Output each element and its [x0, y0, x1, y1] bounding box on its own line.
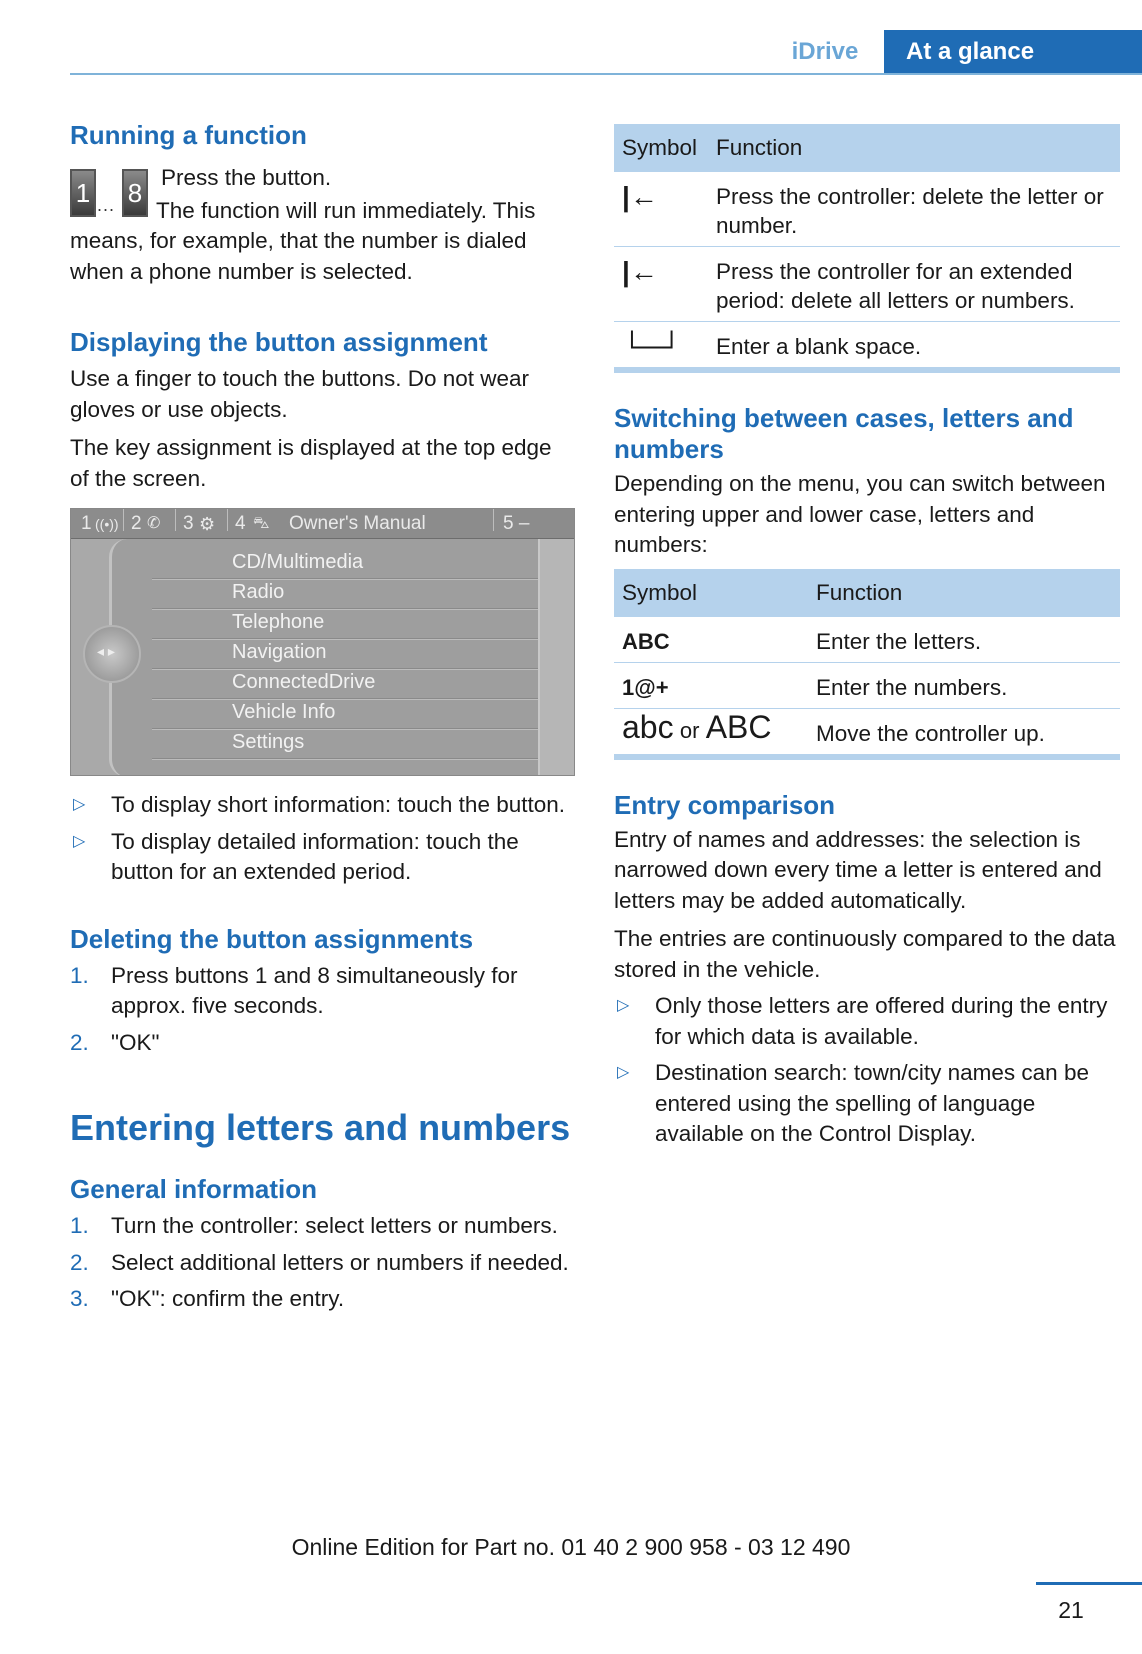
triangle-right-icon: ▷ — [617, 997, 630, 1014]
screen-menu-item: Settings — [232, 731, 305, 753]
table-cell-function: Enter the numbers. — [808, 662, 1120, 708]
phone-icon: ✆ — [147, 515, 161, 532]
radio-signal-icon: ((•)) — [95, 516, 119, 532]
screen-slot-1: 1 — [81, 513, 92, 534]
screen-slot-4: 4 — [235, 513, 246, 534]
letters-mode-icon: ABC — [614, 617, 808, 663]
footer-edition: Online Edition for Part no. 01 40 2 900 958 - 03 12 490 — [291, 1534, 851, 1560]
list-item — [70, 790, 576, 821]
step-number: 2. — [70, 1249, 89, 1275]
step-text: Select additional letters or numbers if needed. — [111, 1249, 569, 1275]
screen-slot-3: 3 — [183, 513, 194, 534]
col-function: Function — [808, 569, 1120, 617]
screen-menu-list — [109, 539, 541, 776]
heading-deleting-assignments: Deleting the button assignments — [70, 923, 474, 954]
key-1-icon: 1 — [70, 169, 96, 217]
left-column — [70, 120, 576, 1321]
lowercase-abc-icon: abc — [622, 708, 674, 745]
screen-menu-item: Telephone — [232, 611, 325, 633]
switching-p1: Depending on the menu, you can switch between entering upper and lower case, letters and numbers: — [614, 471, 1106, 557]
heading-entry-comparison: Entry comparison — [614, 789, 836, 820]
step-text: "OK": confirm the entry. — [111, 1286, 345, 1311]
screen-slot-5: 5 – — [503, 513, 530, 534]
list-item — [70, 961, 576, 1022]
space-bracket-icon: └─┘ — [622, 331, 682, 362]
screen-key-assignment-bar — [71, 509, 574, 539]
step-number: 2. — [70, 1029, 89, 1055]
running-line2: The function will run immediately. This means, for example, that the number is dialed when a phone number is selected. — [70, 197, 536, 284]
running-function-block — [70, 163, 576, 215]
step-text: Turn the controller: select letters or numbers. — [111, 1213, 558, 1238]
bullet-text: To display short information: touch the button. — [111, 792, 566, 817]
screen-menu-item: Navigation — [232, 641, 327, 663]
step-number: 1. — [70, 962, 89, 988]
list-item — [70, 1248, 576, 1279]
screen-slot-4-label: Owner's Manual — [289, 513, 426, 534]
displaying-p2: The key assignment is displayed at the top edge of the screen. — [70, 435, 552, 491]
backspace-arrow-icon: |← — [614, 247, 708, 322]
list-item — [70, 1284, 576, 1315]
gear-icon: ⚙ — [199, 514, 216, 534]
table-cell-function: Press the controller: delete the letter or number. — [708, 172, 1120, 247]
table-header-row — [614, 124, 1120, 172]
car-icon: ⛍ — [253, 515, 270, 532]
screen-menu-item: Vehicle Info — [232, 701, 336, 723]
key-8-icon: 8 — [122, 169, 148, 217]
table-cell-function: Press the controller for an extended period: delete all letters or numbers. — [708, 247, 1120, 322]
heading-switching-cases: Switching between cases, letters and numbers — [614, 403, 1074, 464]
table-row — [614, 172, 1120, 247]
table-cell-function: Move the controller up. — [816, 720, 1045, 746]
right-column — [614, 124, 1120, 1156]
screen-slot-2: 2 — [131, 513, 142, 534]
col-symbol: Symbol — [614, 124, 708, 172]
screen-menu-item: ConnectedDrive — [232, 671, 376, 693]
col-symbol: Symbol — [614, 569, 808, 617]
screen-menu-item: CD/Multimedia — [232, 551, 364, 573]
table-cell-function: Enter a blank space. — [716, 334, 922, 359]
backspace-arrow-icon: |← — [614, 172, 708, 247]
button-keys-illustration — [70, 169, 150, 221]
bullet-text: Only those letters are offered during the entry for which data is available. — [655, 993, 1108, 1049]
entry-p1: Entry of names and addresses: the selection is narrowed down every time a letter is entered and letters may be added automatically. — [614, 826, 1102, 913]
page-number: 21 — [1058, 1597, 1084, 1623]
uppercase-abc-icon: ABC — [705, 708, 772, 745]
table-row — [614, 617, 1120, 663]
step-number: 1. — [70, 1213, 89, 1238]
symbol-table-delete — [614, 124, 1120, 367]
table-cell-function: Enter the letters. — [808, 617, 1120, 663]
step-number: 3. — [70, 1286, 89, 1311]
list-item — [70, 1211, 576, 1242]
heading-running-function: Running a function — [70, 120, 307, 150]
table-row — [614, 322, 1120, 368]
header-tab-at-a-glance: At a glance — [884, 30, 1142, 74]
bullet-text: Destination search: town/city names can be entered using the spelling of language available on the Control Display. — [655, 1060, 1089, 1146]
table-header-row — [614, 569, 1120, 617]
list-item — [614, 991, 1120, 1052]
heading-entering-letters-numbers: Entering letters and numbers — [70, 1107, 571, 1148]
triangle-right-icon: ▷ — [73, 832, 86, 850]
control-display-screenshot — [70, 508, 575, 776]
triangle-right-icon: ▷ — [73, 796, 86, 813]
key-dots: ... — [97, 195, 116, 215]
screen-menu-item: Radio — [232, 581, 285, 603]
col-function: Function — [708, 124, 1120, 172]
symbol-table-cases — [614, 569, 1120, 754]
page-number-rule — [1036, 1582, 1142, 1585]
header-rule — [70, 73, 1142, 75]
triangle-right-icon: ▷ — [617, 1064, 630, 1081]
table-row — [614, 708, 1120, 754]
step-text: Press buttons 1 and 8 simultaneously for approx. five seconds. — [111, 962, 518, 1018]
running-line1: Press the button. — [161, 165, 332, 190]
heading-general-information: General information — [70, 1174, 318, 1204]
or-text: or — [679, 717, 700, 743]
case-switch-symbol — [614, 708, 808, 754]
entry-p2: The entries are continuously compared to the data stored in the vehicle. — [614, 926, 1116, 982]
displaying-p1: Use a finger to touch the buttons. Do not wear gloves or use objects. — [70, 366, 530, 422]
table-row — [614, 662, 1120, 708]
list-item — [614, 1058, 1120, 1150]
numbers-mode-icon: 1@+ — [614, 662, 808, 708]
table-row — [614, 247, 1120, 322]
bullet-text: To display detailed information: touch the button for an extended period. — [111, 828, 519, 884]
heading-displaying-assignment: Displaying the button assignment — [70, 327, 488, 357]
header-tab-idrive: iDrive — [791, 38, 859, 65]
step-text: "OK" — [111, 1029, 160, 1055]
list-item — [70, 827, 576, 888]
list-item — [70, 1028, 576, 1059]
controller-knob-icon — [83, 625, 141, 683]
screen-side-panel — [538, 539, 574, 776]
